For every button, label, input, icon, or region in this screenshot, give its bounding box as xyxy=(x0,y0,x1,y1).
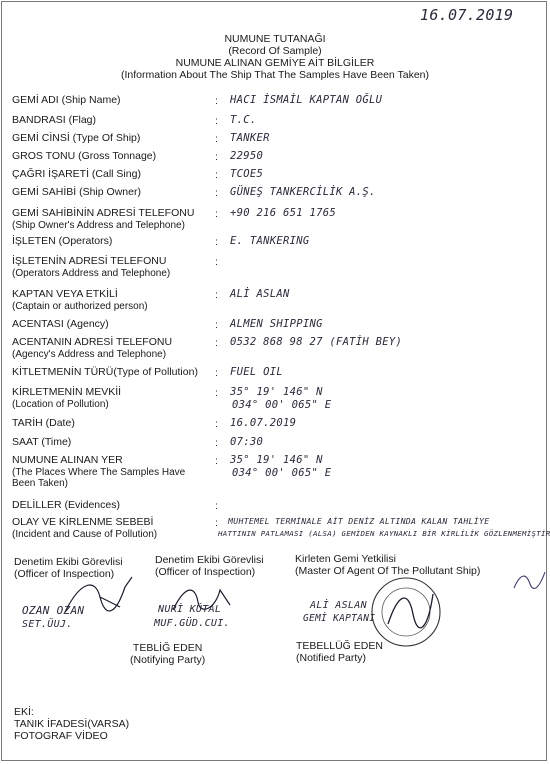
handwritten-date: 16.07.2019 xyxy=(420,6,514,24)
master-handwritten-name: ALİ ASLAN xyxy=(310,600,367,611)
field-label: TARİH (Date) xyxy=(12,417,75,429)
footer-photo-video: FOTOGRAF VİDEO xyxy=(14,730,108,742)
field-label: KAPTAN VEYA ETKİLİ (Captain or authorized person) xyxy=(12,288,148,312)
field-label: ACENTANIN ADRESİ TELEFONU (Agency's Address and Telephone) xyxy=(12,336,173,360)
field-colon: : xyxy=(215,319,218,331)
field-label: İŞLETENİN ADRESİ TELEFONU (Operators Address and Telephone) xyxy=(12,255,171,279)
field-value: GÜNEŞ TANKERCİLİK A.Ş. xyxy=(230,186,376,198)
field-value-line2: HATTININ PATLAMASI (ALSA) GEMİDEN KAYNAKLI BİR KİRLİLİK GÖZLENMEMİŞTİR xyxy=(218,529,550,538)
field-label: İŞLETEN (Operators) xyxy=(12,235,113,247)
field-colon: : xyxy=(215,169,218,181)
field-colon: : xyxy=(215,133,218,145)
field-colon: : xyxy=(215,337,218,349)
footer-attachment: EKİ: xyxy=(14,706,34,718)
field-colon: : xyxy=(215,387,218,399)
field-colon: : xyxy=(215,187,218,199)
field-label: ACENTASI (Agency) xyxy=(12,318,109,330)
officer1-handwritten-name: OZAN OZAN xyxy=(22,604,85,617)
field-colon: : xyxy=(215,437,218,449)
master-label: Kirleten Gemi Yetkilisi (Master Of Agent Of The Pollutant Ship) xyxy=(295,553,481,577)
officer1-handwritten-title: SET.ÜUJ. xyxy=(22,619,73,630)
field-label: BANDRASI (Flag) xyxy=(12,114,97,126)
field-label: KİRLETMENİN MEVKİİ (Location of Pollution) xyxy=(12,386,122,410)
margin-signature xyxy=(512,566,548,596)
field-value: E. TANKERING xyxy=(230,235,310,247)
field-label: SAAT (Time) xyxy=(12,436,72,448)
field-colon: : xyxy=(215,289,218,301)
field-value-line2: 034° 00' 065" E xyxy=(232,399,332,411)
field-value: ALİ ASLAN xyxy=(230,288,290,300)
document-title-en: (Record Of Sample) xyxy=(228,45,322,57)
field-label: GEMİ CİNSİ (Type Of Ship) xyxy=(12,132,141,144)
notified-party-label: TEBELLÜĞ EDEN (Notified Party) xyxy=(296,640,383,664)
field-value: FUEL OIL xyxy=(230,366,283,378)
ship-stamp xyxy=(368,574,444,650)
field-colon: : xyxy=(215,256,218,268)
field-value: 35° 19' 146" N xyxy=(230,386,323,398)
field-value: TCOE5 xyxy=(230,168,264,180)
field-value: HACI İSMAİL KAPTAN OĞLU xyxy=(230,94,383,106)
officer2-handwritten-title: MUF.GÜD.CUI. xyxy=(154,618,230,629)
field-label: GEMİ SAHİBİNİN ADRESİ TELEFONU (Ship Owner's Address and Telephone) xyxy=(12,207,195,231)
officer2-label: Denetim Ekibi Görevlisi (Officer of Inspection) xyxy=(155,554,264,578)
field-value: 16.07.2019 xyxy=(230,417,297,429)
officer2-signature xyxy=(170,580,240,620)
field-colon: : xyxy=(215,418,218,430)
field-value: T.C. xyxy=(230,114,257,126)
field-colon: : xyxy=(215,115,218,127)
footer-witness: TANIK İFADESİ(VARSA) xyxy=(14,718,130,730)
field-value: MUHTEMEL TERMİNALE AİT DENİZ ALTINDA KALAN TAHLİYE xyxy=(228,516,490,526)
field-colon: : xyxy=(215,208,218,220)
field-value: +90 216 651 1765 xyxy=(230,207,336,219)
field-value: 07:30 xyxy=(230,436,264,448)
field-label: GEMİ ADI (Ship Name) xyxy=(12,94,121,106)
field-colon: : xyxy=(215,151,218,163)
field-label: NUMUNE ALINAN YER (The Places Where The Samples Have Been Taken) xyxy=(12,454,186,489)
field-label: KİTLETMENİN TÜRÜ(Type of Pollution) xyxy=(12,366,198,378)
field-colon: : xyxy=(215,236,218,248)
officer1-label: Denetim Ekibi Görevlisi (Officer of Inspection) xyxy=(14,556,123,580)
section-title: NUMUNE ALINAN GEMİYE AİT BİLGİLER xyxy=(175,57,375,69)
field-label: ÇAĞRI İŞARETİ (Call Sing) xyxy=(12,168,141,180)
field-label: DELİLLER (Evidences) xyxy=(12,499,120,511)
field-value: TANKER xyxy=(230,132,270,144)
master-handwritten-title: GEMİ KAPTANI xyxy=(303,613,376,624)
field-colon: : xyxy=(215,367,218,379)
officer1-signature xyxy=(60,572,140,622)
field-label: GROS TONU (Gross Tonnage) xyxy=(12,150,157,162)
field-value: ALMEN SHIPPING xyxy=(230,318,323,330)
officer2-handwritten-name: NURİ KÜTAL xyxy=(158,604,222,615)
notifying-party-label: TEBLİĞ EDEN (Notifying Party) xyxy=(130,642,206,666)
field-value: 22950 xyxy=(230,150,264,162)
field-value-line2: 034° 00' 065" E xyxy=(232,467,332,479)
document-title: NUMUNE TUTANAĞI xyxy=(224,33,326,45)
field-label: GEMİ SAHİBİ (Ship Owner) xyxy=(12,186,141,198)
field-colon: : xyxy=(215,517,218,529)
field-value: 35° 19' 146" N xyxy=(230,454,323,466)
section-title-en: (Information About The Ship That The Samples Have Been Taken) xyxy=(121,69,429,81)
field-colon: : xyxy=(215,455,218,467)
field-value: 0532 868 98 27 (FATİH BEY) xyxy=(230,336,403,348)
field-colon: : xyxy=(215,95,218,107)
field-colon: : xyxy=(215,500,218,512)
field-label: OLAY VE KİRLENME SEBEBİ (Incident and Cause of Pollution) xyxy=(12,516,158,540)
